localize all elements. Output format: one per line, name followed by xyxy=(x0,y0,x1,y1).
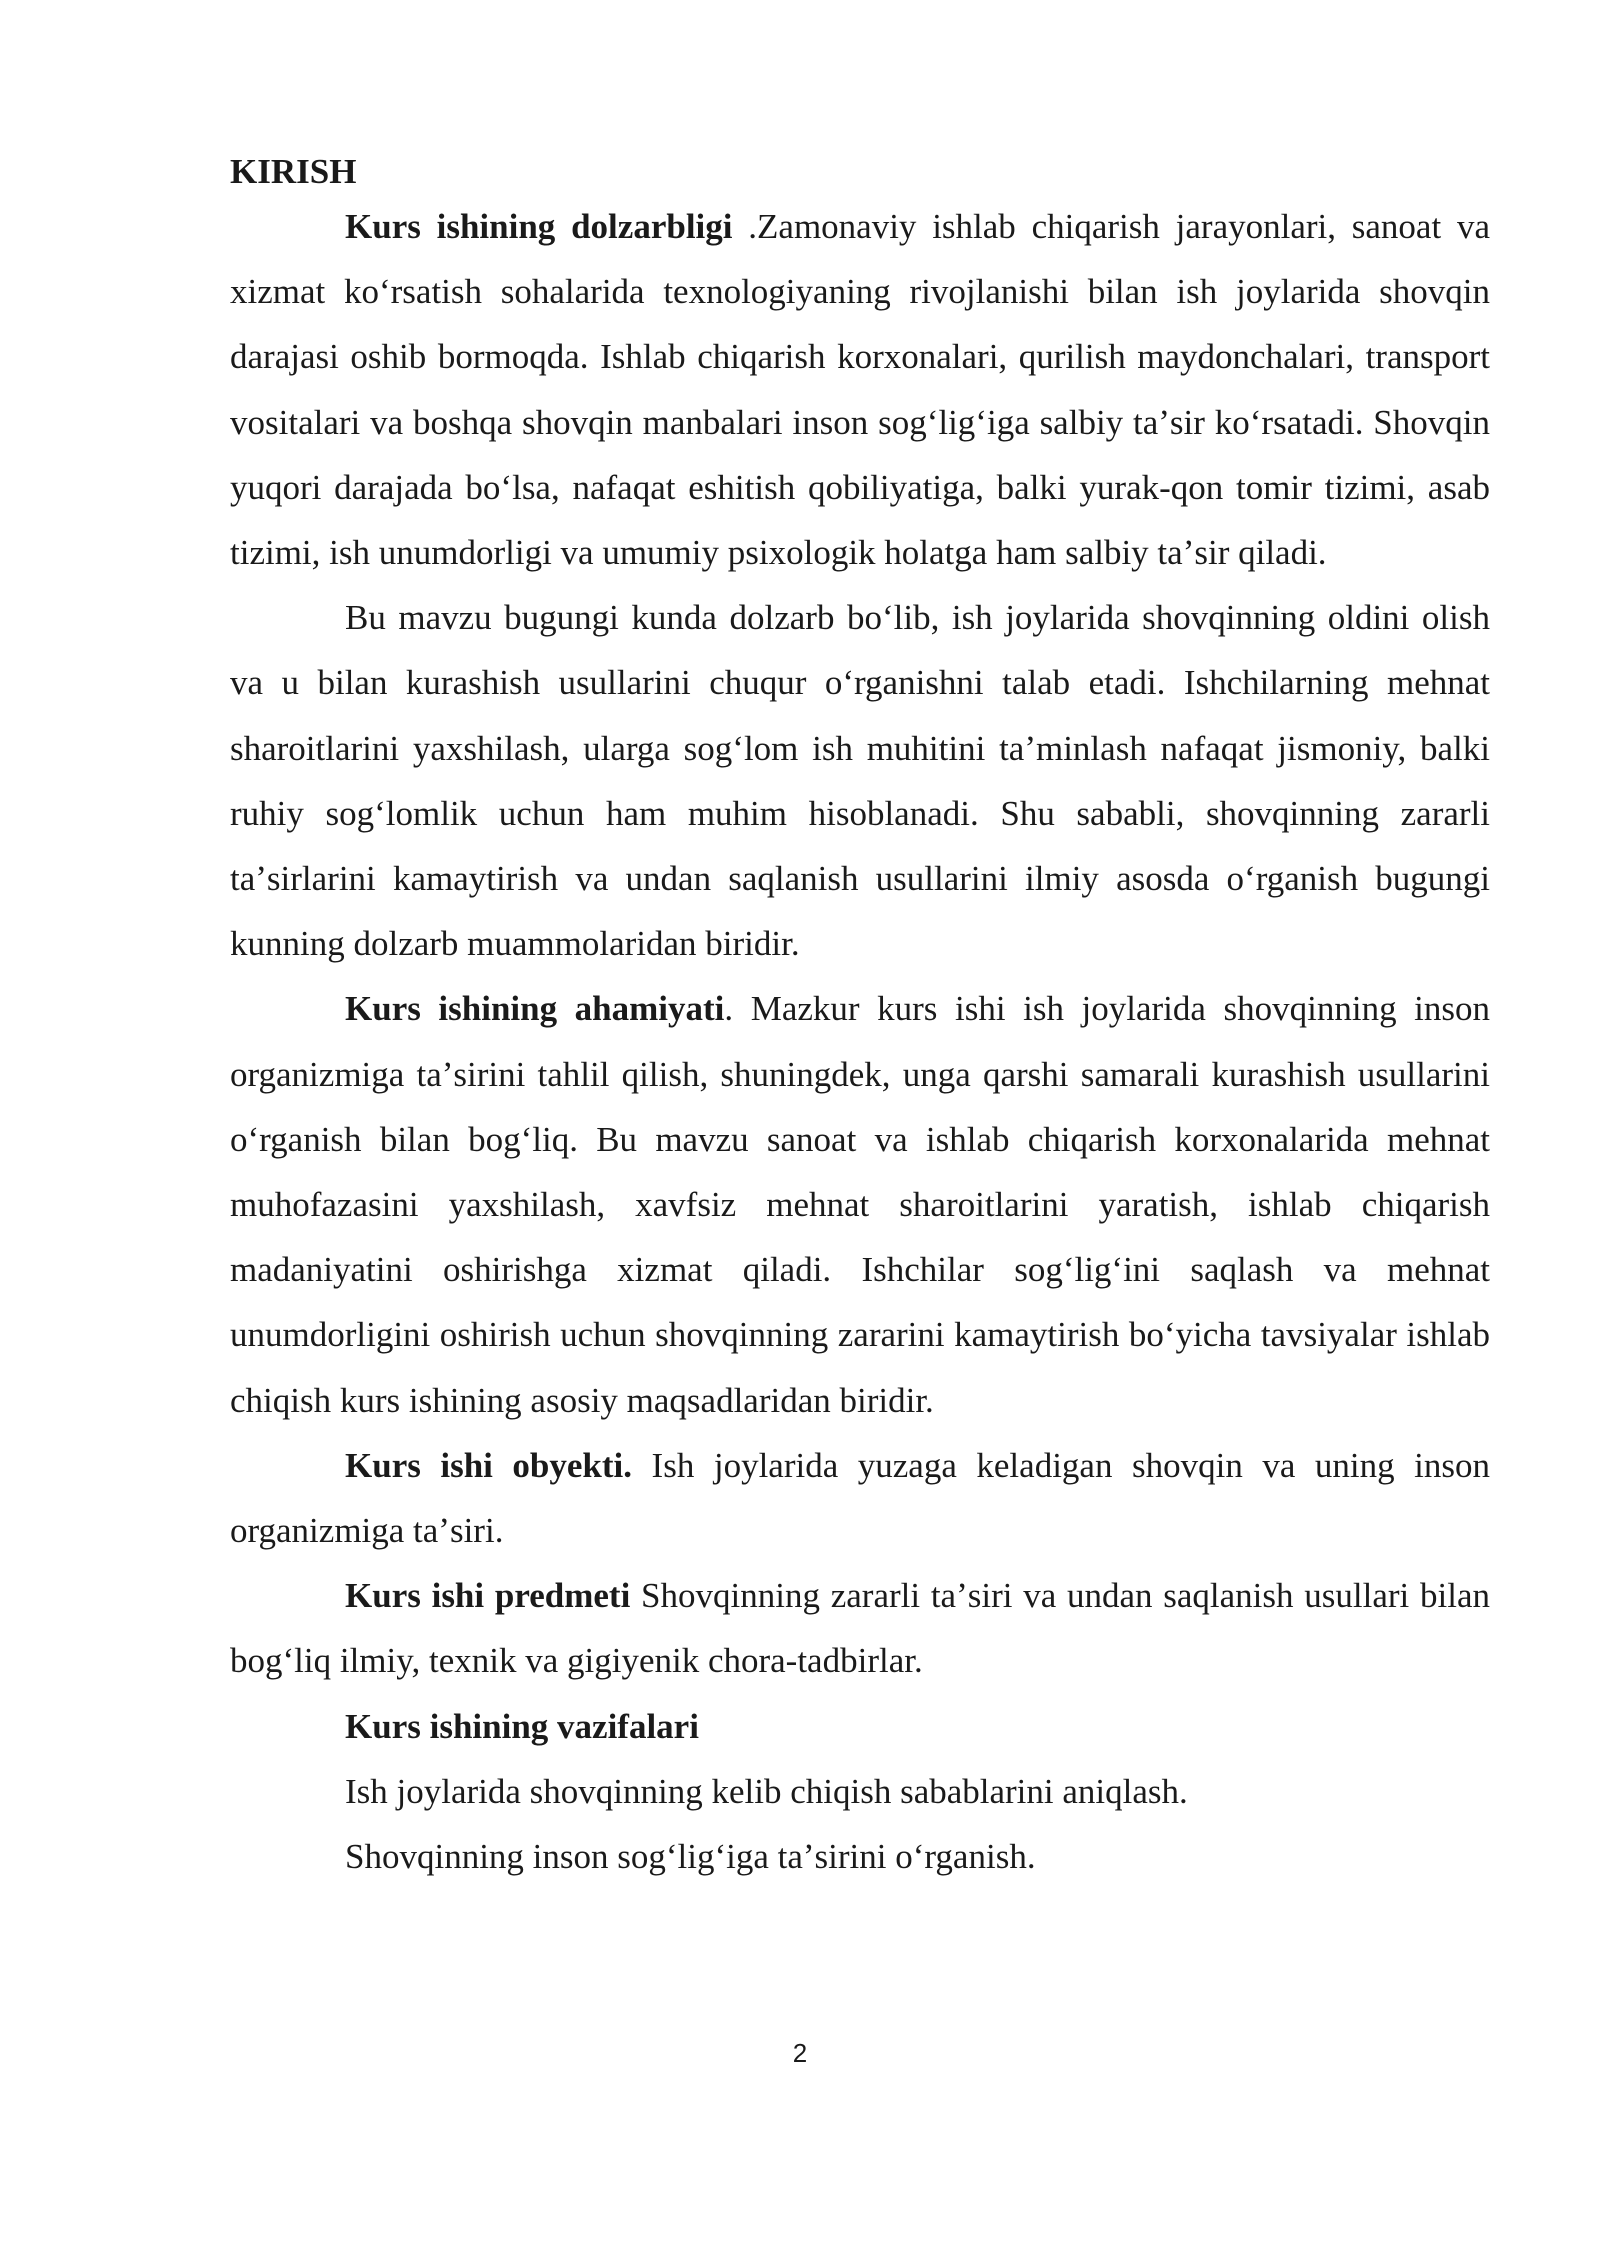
page-number: 2 xyxy=(792,2038,808,2068)
paragraph-lead: Kurs ishining vazifalari xyxy=(345,1706,699,1746)
paragraph-tasks-heading xyxy=(230,1694,1490,1759)
section-title: KIRISH xyxy=(230,152,357,191)
paragraph-lead: Kurs ishi predmeti xyxy=(345,1576,631,1616)
paragraph-relevance xyxy=(230,194,1490,585)
paragraph-lead: Kurs ishi obyekti. xyxy=(345,1445,633,1485)
paragraph-lead: Kurs ishining ahamiyati xyxy=(345,989,725,1029)
paragraph-lead: Kurs ishining dolzarbligi xyxy=(345,207,733,246)
paragraph-relevance-continued xyxy=(230,585,1490,976)
paragraph-text: Ish joylarida shovqinning kelib chiqish sabablarini aniqlash. xyxy=(345,1771,1188,1811)
page-content xyxy=(230,150,1490,1889)
paragraph-subject xyxy=(230,1563,1490,1693)
paragraph-object xyxy=(230,1433,1490,1563)
paragraph-text: Shovqinning zararli taʼsiri va undan saqlanish usullari bilan bogʻliq ilmiy, texnik va gigiyenik chora-tadbirlar. xyxy=(230,1576,1490,1681)
list-item-task xyxy=(230,1824,1490,1889)
paragraph-text: Bu mavzu bugungi kunda dolzarb boʻlib, ish joylarida shovqinning oldini olish va u bilan kurashish usullarini chuqur oʻrganishni talab etadi. Ishchilarning mehnat sharoitlarini yaxshilash, ularga sogʻlom ish muhitini taʼminlash nafaqat jismoniy, balki ruhiy sogʻlomlik uchun ham muhim hisoblanadi. Shu sababli, shovqinning zararli taʼsirlarini kamaytirish va undan saqlanish usullarini ilmiy asosda oʻrganish bugungi kunning dolzarb muammolaridan biridir. xyxy=(230,598,1490,964)
paragraph-text: Ish joylarida yuzaga keladigan shovqin va uning inson organizmiga taʼsiri. xyxy=(230,1445,1490,1551)
paragraph-text: . Mazkur kurs ishi ish joylarida shovqinning inson organizmiga taʼsirini tahlil qilish, shuningdek, unga qarshi samarali kurashish usullarini oʻrganish bilan bogʻliq. Bu mavzu sanoat va ishlab chiqarish korxonalarida mehnat muhofazasini yaxshilash, xavfsiz mehnat sharoitlarini yaratish, ishlab chiqarish madaniyatini oshirishga xizmat qiladi. Ishchilar sogʻligʻini saqlash va mehnat unumdorligini oshirish uchun shovqinning zararini kamaytirish boʻyicha tavsiyalar ishlab chiqish kurs ishining asosiy maqsadlaridan biridir. xyxy=(230,989,1490,1420)
list-item-task xyxy=(230,1759,1490,1824)
paragraph-text: .Zamonaviy ishlab chiqarish jarayonlari, sanoat va xizmat koʻrsatish sohalarida texnologiyaning rivojlanishi bilan ish joylarida shovqin darajasi oshib bormoqda. Ishlab chiqarish korxonalari, qurilish maydonchalari, transport vositalari va boshqa shovqin manbalari inson sogʻligʻiga salbiy taʼsir koʻrsatadi. Shovqin yuqori darajada boʻlsa, nafaqat eshitish qobiliyatiga, balki yurak-qon tomir tizimi, asab tizimi, ish unumdorligi va umumiy psixologik holatga ham salbiy taʼsir qiladi. xyxy=(230,207,1490,573)
paragraph-significance xyxy=(230,976,1490,1432)
paragraph-text: Shovqinning inson sogʻligʻiga taʼsirini oʻrganish. xyxy=(345,1837,1036,1877)
